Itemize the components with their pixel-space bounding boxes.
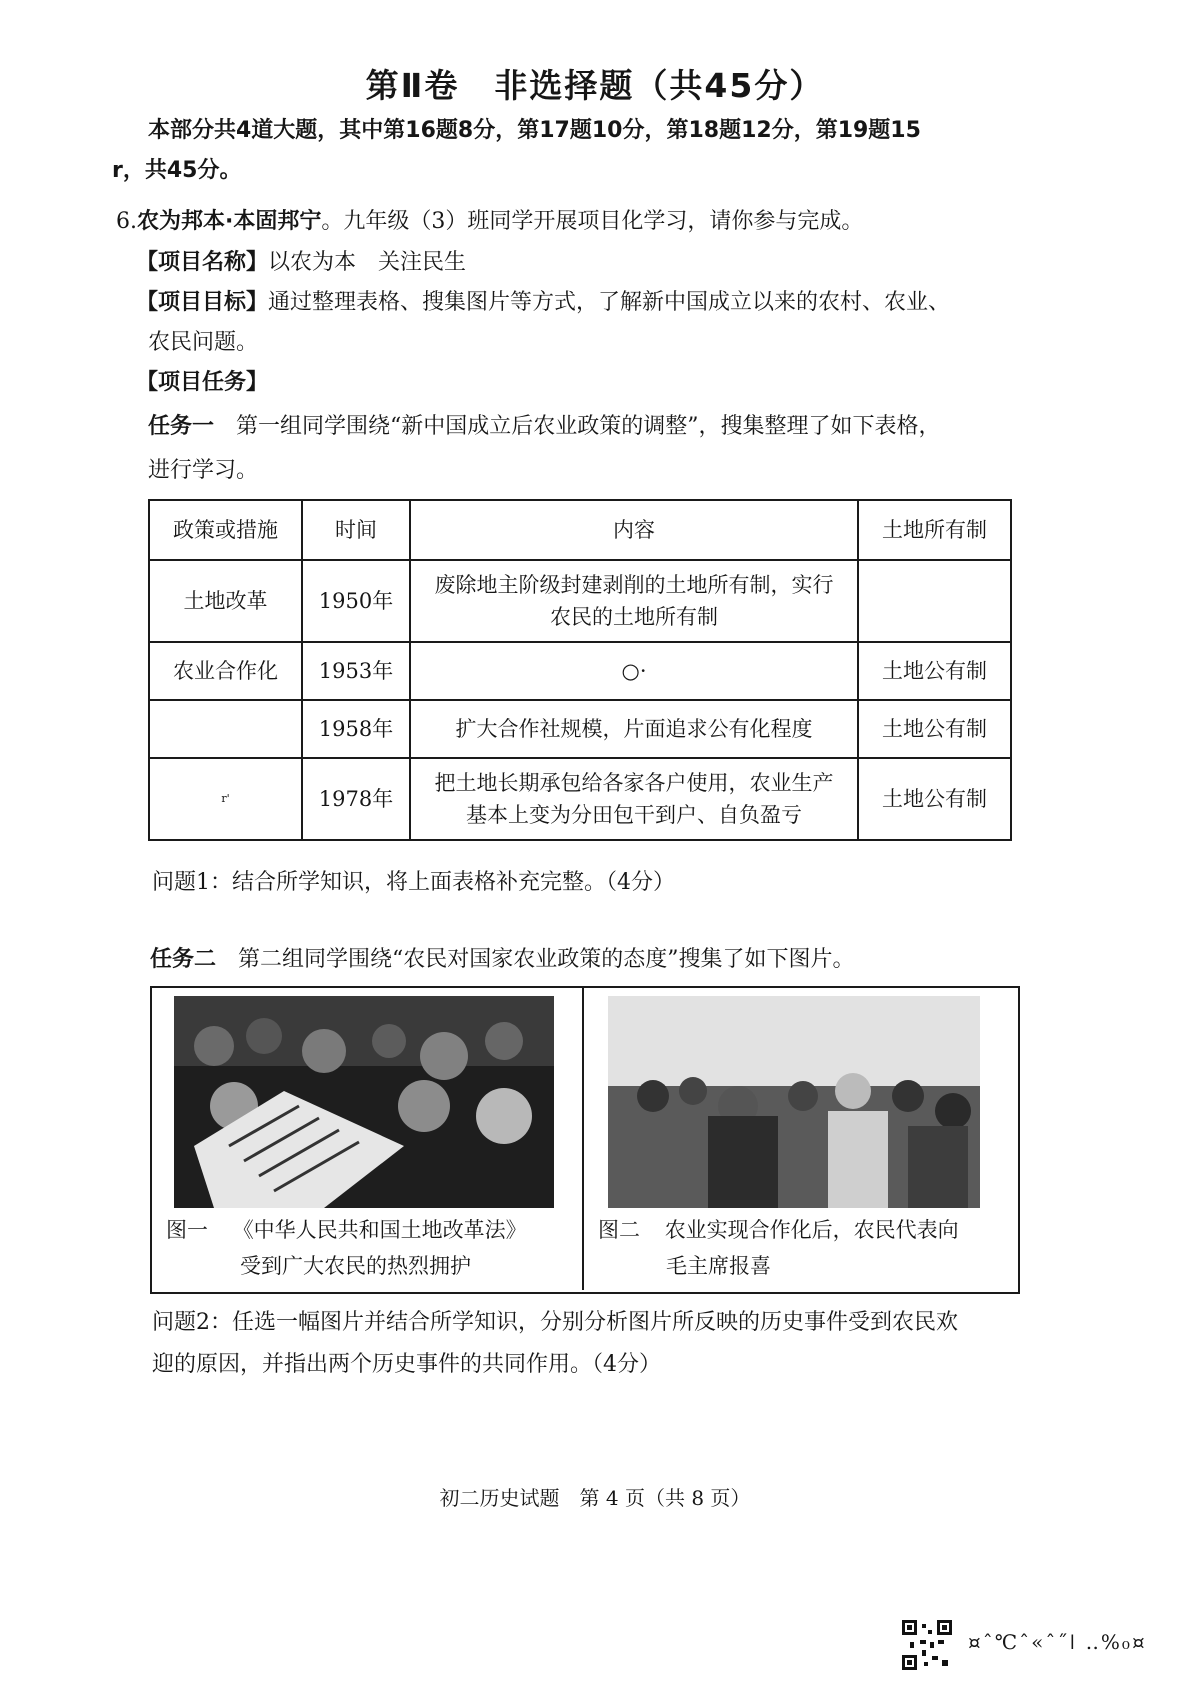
policy-cell: r' xyxy=(149,758,302,840)
ownership-cell xyxy=(858,560,1011,642)
content-cell: 废除地主阶级封建剥削的土地所有制，实行农民的土地所有制 xyxy=(410,560,858,642)
time-cell: 1958年 xyxy=(302,700,410,758)
policy-cell: 土地改革 xyxy=(149,560,302,642)
project-goal xyxy=(136,288,950,318)
figure-2-caption xyxy=(598,1214,959,1246)
figure-1-caption-line-2: 受到广大农民的热烈拥护 xyxy=(240,1254,471,1278)
corner-marks: ¤ˆ℃ˆ«ˆ˝ǀ ‥%₀¤ xyxy=(968,1630,1147,1654)
crowd-reading-document-image xyxy=(174,996,554,1208)
intro-line-1: 本部分共4道大题，其中第16题8分，第17题10分，第18题12分，第19题15 xyxy=(148,118,921,143)
project-goal-value: 通过整理表格、搜集图片等方式，了解新中国成立以来的农村、农业、 xyxy=(268,290,951,315)
table-row xyxy=(149,700,1011,758)
figure-1-caption xyxy=(166,1214,527,1246)
task-1 xyxy=(148,412,941,442)
project-name-label: 【项目名称】 xyxy=(136,250,269,275)
figure-2-caption-line-1: 农业实现合作化后，农民代表向 xyxy=(664,1218,959,1242)
intro-line-2-mark: r xyxy=(112,158,123,183)
table-header-cell: 政策或措施 xyxy=(149,500,302,560)
time-cell: 1950年 xyxy=(302,560,410,642)
task-2-text: 第二组同学围绕“农民对国家农业政策的态度”搜集了如下图片。 xyxy=(238,947,855,972)
figure-2-label: 图二 xyxy=(598,1218,640,1242)
intro-line-2 xyxy=(112,156,241,186)
question-number: 6. xyxy=(116,209,137,234)
table-header-cell: 时间 xyxy=(302,500,410,560)
task-1-line-2: 进行学习。 xyxy=(148,458,259,483)
table-header-row xyxy=(149,500,1011,560)
table-row xyxy=(149,560,1011,642)
project-name xyxy=(136,248,466,278)
task-2-label: 任务二 xyxy=(150,947,217,972)
task-2 xyxy=(150,945,855,975)
figure-1-caption-line-1: 《中华人民共和国土地改革法》 xyxy=(232,1218,527,1242)
farmers-reporting-to-chairman-image xyxy=(608,996,980,1208)
project-tasks-label: 【项目任务】 xyxy=(136,370,269,395)
question-16-heading xyxy=(116,207,863,237)
task-1-label: 任务一 xyxy=(148,414,215,439)
figure-1-photo xyxy=(174,996,554,1208)
figure-2-photo xyxy=(608,996,980,1208)
table-row xyxy=(149,758,1011,840)
question-1: 问题1：结合所学知识，将上面表格补充完整。（4分） xyxy=(152,870,675,895)
table-header-cell: 内容 xyxy=(410,500,858,560)
project-goal-line-2: 农民问题。 xyxy=(148,330,259,355)
question-2-line-2: 迎的原因，并指出两个历史事件的共同作用。（4分） xyxy=(152,1352,661,1377)
policy-cell xyxy=(149,700,302,758)
ownership-cell: 土地公有制 xyxy=(858,758,1011,840)
figure-2-caption-line-2: 毛主席报喜 xyxy=(666,1254,771,1278)
figure-divider xyxy=(582,986,584,1290)
content-cell: 把土地长期承包给各家各户使用，农业生产基本上变为分田包干到户、自负盈亏 xyxy=(410,758,858,840)
qr-code-icon xyxy=(902,1620,952,1670)
figure-1-label: 图一 xyxy=(166,1218,208,1242)
table-header-cell: 土地所有制 xyxy=(858,500,1011,560)
question-2-line-1: 问题2：任选一幅图片并结合所学知识，分别分析图片所反映的历史事件受到农民欢 xyxy=(152,1310,958,1335)
time-cell: 1978年 xyxy=(302,758,410,840)
time-cell: 1953年 xyxy=(302,642,410,700)
task-1-text: 第一组同学围绕“新中国成立后农业政策的调整”，搜集整理了如下表格， xyxy=(236,414,941,439)
content-cell: ○· xyxy=(410,642,858,700)
ownership-cell: 土地公有制 xyxy=(858,700,1011,758)
policy-table xyxy=(148,499,1012,841)
section-title: 第Ⅱ卷 非选择题（共45分） xyxy=(365,66,825,105)
project-goal-label: 【项目目标】 xyxy=(136,290,269,315)
policy-cell: 农业合作化 xyxy=(149,642,302,700)
ownership-cell: 土地公有制 xyxy=(858,642,1011,700)
table-row xyxy=(149,642,1011,700)
project-name-value: 以农为本 关注民生 xyxy=(268,250,467,275)
question-theme: 农为邦本·本固邦宁 xyxy=(137,209,322,234)
intro-line-2-text: ，共45分。 xyxy=(122,158,242,183)
content-cell: 扩大合作社规模，片面追求公有化程度 xyxy=(410,700,858,758)
question-intro: 。九年级（3）班同学开展项目化学习，请你参与完成。 xyxy=(321,209,864,234)
page-footer: 初二历史试题 第 4 页（共 8 页） xyxy=(439,1486,751,1510)
